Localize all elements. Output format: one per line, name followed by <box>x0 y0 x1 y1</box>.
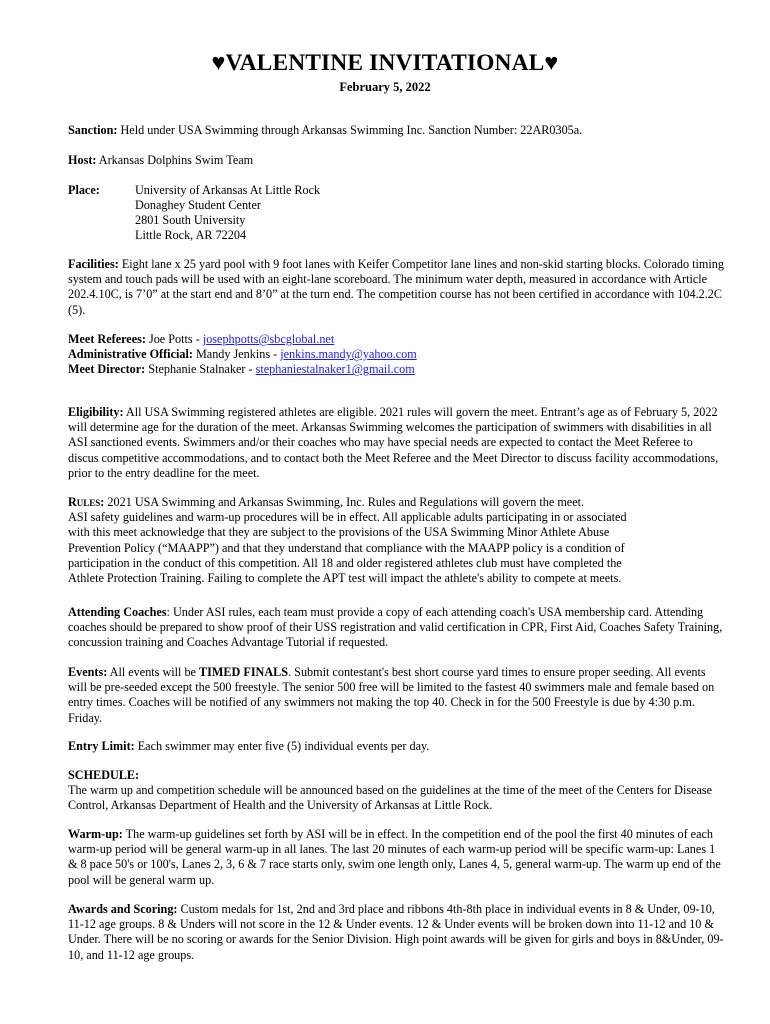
rules-line: Prevention Policy (“MAAPP”) and that they understand that compliance with the MAAPP policy is a condition of <box>68 540 625 555</box>
referee-label: Meet Referees: <box>68 332 146 346</box>
facilities-text: Eight lane x 25 yard pool with 9 foot lanes with Keifer Competitor lane lines and non-skid starting blocks. Colorado timing system and touch pads will be used with an eight-lane scoreboard. The minimum water depth, measured in accordance with Article 202.4.10C, is 7’0” at the start end and 8’0” at the turn end. The competition course has not been certified in accordance with 104.2.2C (5). <box>68 257 724 317</box>
events-text: All events will be <box>107 665 200 679</box>
awards-section <box>68 902 726 963</box>
eligibility-section <box>68 405 726 481</box>
referee-name: Joe Potts - <box>145 332 203 346</box>
meet-date: February 5, 2022 <box>339 80 431 94</box>
place-line: Donaghey Student Center <box>135 198 261 212</box>
entry-limit-label: Entry Limit: <box>68 739 135 753</box>
entry-limit-section <box>68 739 726 754</box>
warmup-label: Warm-up: <box>68 827 123 841</box>
director-label: Meet Director: <box>68 362 146 377</box>
page-title: ♥VALENTINE INVITATIONAL♥ <box>211 50 559 76</box>
rules-line: Athlete Protection Training. Failing to complete the APT test will impact the athlete's ability to compete at meets. <box>68 571 622 586</box>
schedule-label: SCHEDULE: <box>68 768 140 782</box>
schedule-text: The warm up and competition schedule will be announced based on the guidelines at the time of the meet of the Centers for Disease Control, Arkansas Department of Health and the University of Arkansas at Little Rock. <box>68 783 713 813</box>
place-line: Little Rock, AR 72204 <box>135 228 247 242</box>
admin-label: Administrative Official: <box>68 347 193 362</box>
rules-section <box>68 495 726 586</box>
warmup-section <box>68 827 726 888</box>
host-section <box>68 153 726 168</box>
host-label: Host: <box>68 153 97 167</box>
awards-text: Custom medals for 1st, 2nd and 3rd place and ribbons 4th-8th place in individual events in 8 & Under, 09-10, 11-12 age groups. 8 & Unders will not score in the 12 & Under events. 12 & Under events will be broken down into 11-12 and 10 & Under. There will be no scoring or awards for the Senior Division. High point awards will be given for girls and boys in 8&Under, 09-10, and 11-12 age groups. <box>68 902 724 962</box>
rules-line: 2021 USA Swimming and Arkansas Swimming, Inc. Rules and Regulations will govern the meet. <box>104 495 585 509</box>
entry-limit-text: Each swimmer may enter five (5) individual events per day. <box>134 739 430 753</box>
warmup-text: The warm-up guidelines set forth by ASI will be in effect. In the competition end of the pool the first 40 minutes of each warm-up period will be general warm-up in all lanes. The last 20 minutes of each warm-up period will be specific warm-up: Lanes 1 & 8 pace 50's or 100's, Lanes 2, 3, 6 & 7 race starts only, swim one length only, Lanes 4, 5, general warm-up. The warm up end of the pool will be general warm up. <box>68 827 721 887</box>
sanction-label: Sanction: <box>68 123 118 137</box>
sanction-text: Held under USA Swimming through Arkansas Swimming Inc. Sanction Number: 22AR0305a. <box>117 123 583 137</box>
facilities-section <box>68 257 726 318</box>
rules-label: Rules: <box>68 495 105 509</box>
coaches-section <box>68 605 726 651</box>
director-name: Stephanie Stalnaker - <box>145 362 256 377</box>
place-section <box>68 183 726 243</box>
place-line: University of Arkansas At Little Rock <box>135 183 321 197</box>
events-section <box>68 665 726 726</box>
admin-email-link[interactable]: jenkins.mandy@yahoo.com <box>280 347 417 362</box>
coaches-label: Attending Coaches <box>68 605 167 619</box>
director-email-link[interactable]: stephaniestalnaker1@gmail.com <box>255 362 415 377</box>
facilities-label: Facilities: <box>68 257 119 271</box>
awards-label: Awards and Scoring: <box>68 902 178 916</box>
events-bold-text: TIMED FINALS <box>199 665 289 679</box>
coaches-text: : Under ASI rules, each team must provide a copy of each attending coach's USA membership card. Attending coaches should be prepared to show proof of their USS registration and valid certification in CPR, First Aid, Coaches Safety Training, concussion training and Coaches Advantage Tutorial if requested. <box>68 605 723 650</box>
host-text: Arkansas Dolphins Swim Team <box>96 153 254 167</box>
rules-line: participation in the conduct of this competition. All 18 and older registered athletes club must have completed the <box>68 555 622 570</box>
schedule-section <box>68 768 726 814</box>
events-label: Events: <box>68 665 108 679</box>
referee-email-link[interactable]: josephpotts@sbcglobal.net <box>202 332 335 346</box>
place-label: Place: <box>68 183 100 197</box>
admin-name: Mandy Jenkins - <box>192 347 281 362</box>
rules-line: with this meet acknowledge that they are subject to the provisions of the USA Swimming Minor Athlete Abuse <box>68 525 610 540</box>
sanction-section <box>68 123 726 138</box>
eligibility-text: All USA Swimming registered athletes are eligible. 2021 rules will govern the meet. Entrant’s age as of February 5, 2022 will determine age for the duration of the meet. Arkansas Swimming welcomes the participation of swimmers with disabilities in all ASI sanctioned events. Swimmers and/or their coaches who may have special needs are expected to contact the Meet Referee to discus competitive accommodations, and to contact both the Meet Referee and the Meet Director to discuss facility accommodations, prior to the entry deadline for the meet. <box>68 405 719 480</box>
officials-section <box>68 332 726 378</box>
eligibility-label: Eligibility: <box>68 405 124 419</box>
place-line: 2801 South University <box>135 213 246 227</box>
rules-line: ASI safety guidelines and warm-up procedures will be in effect. All applicable adults participating in or associated <box>68 510 627 525</box>
events-text-continued: . Submit contestant's best short course yard times to ensure proper seeding. All events will be pre-seeded except the 500 freestyle. The senior 500 free will be limited to the fastest 40 swimmers male and female based on entry times. Coaches will be notified of any swimmers not making the top 40. Check in for the 500 Freestyle is due by 4:30 p.m. Friday. <box>68 665 715 725</box>
